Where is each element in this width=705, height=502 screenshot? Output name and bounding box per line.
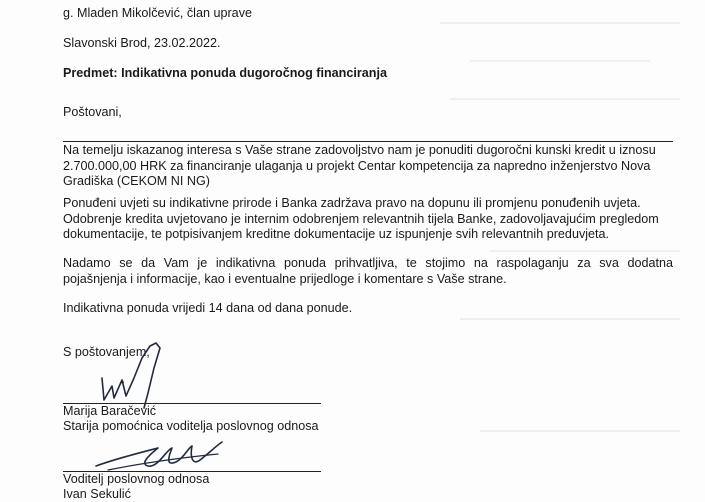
subject-line: Predmet: Indikativna ponuda dugoročnog financiranja	[63, 66, 387, 80]
signature-ivan-sekulic	[88, 436, 238, 476]
closing-salutation: S poštovanjem,	[63, 345, 150, 359]
paragraph-offer-line-3: Gradiška (CEKOM NI NG)	[63, 174, 210, 189]
bleed-through-texture	[430, 0, 705, 502]
paragraph-offer-line-1: Na temelju iskazanog interesa s Vaše strane zadovoljstvo nam je ponuditi dugoročni kunski kredit u iznosu	[63, 143, 656, 157]
signatory-1-title: Starija pomoćnica voditelja poslovnog odnosa	[63, 419, 319, 433]
paragraph-availability-line-1: Nadamo se da Vam je indikativna ponuda prihvatljiva, te stojimo na raspolaganju za sva dodatna	[63, 256, 673, 270]
paragraph-offer-line-2: 2.700.000,00 HRK za financiranje ulaganja u projekt Centar kompetencija za napredno inženjerstvo Nova	[63, 158, 651, 173]
signatory-2-name: Ivan Sekulić	[63, 487, 131, 501]
greeting: Poštovani,	[63, 105, 122, 119]
paragraph-offer	[63, 143, 673, 190]
recipient-line: g. Mladen Mikolčević, član uprave	[63, 6, 252, 20]
paragraph-conditions	[63, 196, 673, 243]
signatory-2-title: Voditelj poslovnog odnosa	[63, 472, 210, 486]
paragraph-availability-line-2: pojašnjenja i informacije, kao i eventualne prijedloge i komentare s Vaše strane.	[63, 271, 507, 286]
paragraph-conditions-line-2: Odobrenje kredita uvjetovano je internim odobrenjem relevantnih tijela Banke, zadovoljavajućim pregledom	[63, 211, 659, 226]
place-date-line: Slavonski Brod, 23.02.2022.	[63, 36, 221, 50]
paragraph-availability	[63, 256, 673, 287]
paragraph-conditions-line-3: dokumentacije, te potpisivanjem kreditne dokumentacije uz ispunjenje svih relevantnih preduvjeta.	[63, 227, 610, 242]
signatory-1-name: Marija Baračević	[63, 404, 157, 418]
paragraph-conditions-line-1: Ponuđeni uvjeti su indikativne prirode i Banka zadržava pravo na dopunu ili promjenu ponuđenih uvjeta.	[63, 196, 641, 210]
paragraph-validity: Indikativna ponuda vrijedi 14 dana od dana ponude.	[63, 301, 353, 315]
separator-rule	[63, 141, 673, 142]
